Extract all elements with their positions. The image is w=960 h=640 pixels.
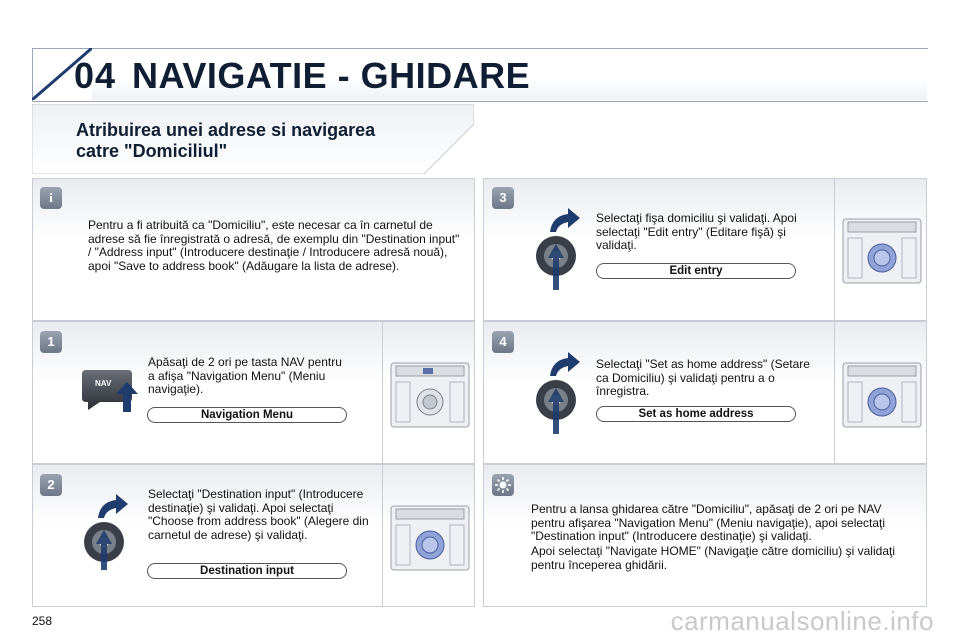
- subtitle-line1: Atribuirea unei adrese si navigarea: [76, 120, 376, 140]
- step1-pill: Navigation Menu: [147, 407, 347, 423]
- step4-text: Selectaţi "Set as home address" (Setare ca Domiciliu) şi validaţi pentru a o înregistra.: [596, 357, 810, 398]
- page-title: NAVIGATIE - GHIDARE: [132, 55, 531, 96]
- tip-text-1: Pentru a lansa ghidarea către "Domiciliu", apăsaţi de 2 ori pe NAV pentru afişarea "Navigation Menu" (Meniu navigaţie), apoi selectaţi "Destination input" (Introducere destinaţie) şi validaţi.: [531, 502, 886, 543]
- chapter-number: 04: [74, 55, 117, 96]
- page-number: 258: [32, 614, 53, 628]
- step2-badge: 2: [40, 474, 62, 496]
- step1-badge: 1: [40, 331, 62, 353]
- step4-pill: Set as home address: [596, 406, 796, 422]
- step1-text: Apăsaţi de 2 ori pe tasta NAV pentru a afişa "Navigation Menu" (Meniu navigaţie).: [148, 355, 342, 396]
- rotary-knob-icon: [534, 350, 584, 436]
- step3-badge: 3: [492, 187, 514, 209]
- step3-text: Selectaţi fişa domiciliu şi validaţi. Apoi selectaţi "Edit entry" (Editare fişă) şi validaţi.: [596, 211, 797, 252]
- step2-text: Selectaţi "Destination input" (Introducere destinaţie) şi validaţi. Apoi selectaţi "Choose from address book" (Alegere din carnetul de adrese) şi validaţi.: [148, 487, 369, 542]
- step3-pill: Edit entry: [596, 263, 796, 279]
- step2-console-icon: [390, 505, 470, 571]
- step4-console-icon: [842, 362, 922, 428]
- info-icon: i: [40, 187, 62, 209]
- info-text: Pentru a fi atribuită ca "Domiciliu", este necesar ca în carnetul de adrese să fie înregistrată o adresă, de exemplu din "Destination input" / "Address input" (Introducere destinaţie / Introducere adresă nouă), apoi "Save to address book" (Adăugare la lista de adrese).: [88, 218, 460, 273]
- rotary-knob-icon: [534, 206, 584, 292]
- tip-sun-icon: [492, 474, 514, 496]
- nav-press-arrow-icon: [116, 382, 138, 412]
- step3-console-icon: [842, 218, 922, 284]
- step1-console-icon: [390, 362, 470, 428]
- nav-key-label: NAV: [95, 379, 112, 388]
- subtitle-line2: catre "Domiciliul": [76, 141, 228, 161]
- rotary-knob-icon: [82, 492, 132, 572]
- watermark: carmanualsonline.info: [670, 606, 934, 636]
- tip-text-2: Apoi selectaţi "Navigate HOME" (Navigaţie către domiciliu) şi validaţi pentru începerea ghidării.: [531, 544, 895, 572]
- section-subtitle: [76, 120, 456, 162]
- step2-pill: Destination input: [147, 563, 347, 579]
- step4-badge: 4: [492, 331, 514, 353]
